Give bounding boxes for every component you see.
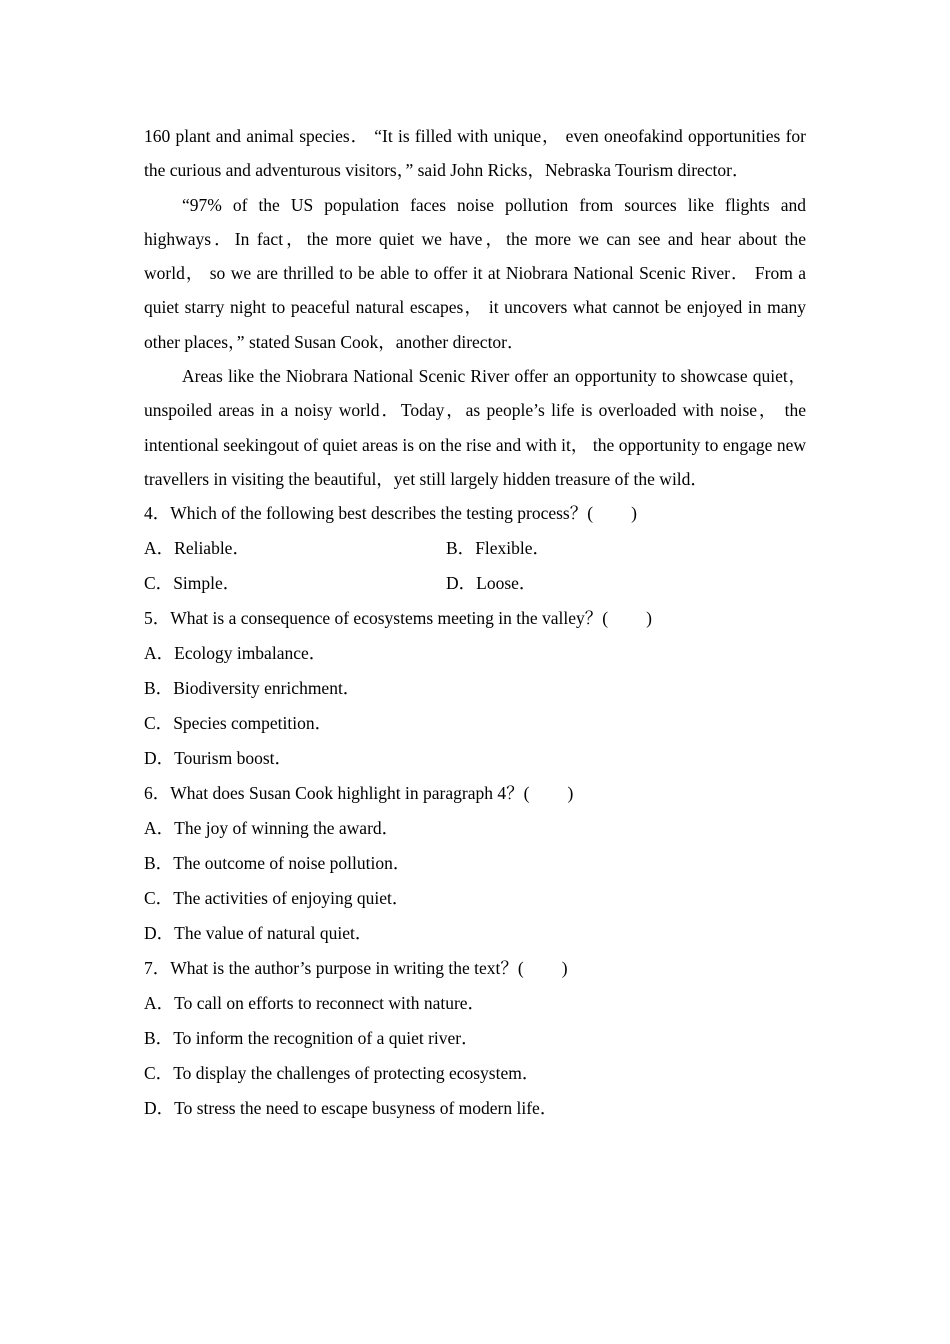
option-b[interactable]: [144, 1021, 806, 1056]
answer-blank-close: ): [631, 503, 637, 524]
option-label: D．: [446, 573, 477, 594]
option-text: To call on efforts to reconnect with nature．: [174, 993, 486, 1014]
option-label: B．: [144, 678, 174, 699]
option-c[interactable]: [144, 566, 446, 601]
option-label: A．: [144, 993, 175, 1014]
answer-blank-close: ): [567, 783, 574, 804]
option-label: B．: [446, 538, 476, 559]
question-text: What is the author’s purpose in writing the text？(: [170, 958, 524, 979]
option-text: Simple．: [173, 573, 241, 594]
option-b[interactable]: [144, 671, 806, 706]
passage: [144, 119, 806, 496]
option-d[interactable]: [446, 566, 748, 601]
option-text: Loose．: [476, 573, 537, 594]
option-label: D．: [144, 1098, 175, 1119]
option-label: C．: [144, 888, 174, 909]
option-text: Ecology imbalance．: [174, 643, 327, 664]
option-label: B．: [144, 1028, 174, 1049]
question-number: 4．: [144, 503, 171, 524]
option-text: Species competition．: [173, 713, 333, 734]
option-text: To inform the recognition of a quiet river．: [173, 1028, 479, 1049]
question-5: [144, 601, 806, 776]
option-text: To display the challenges of protecting ecosystem．: [173, 1063, 540, 1084]
answer-blank-close: ): [561, 958, 568, 979]
option-text: The joy of winning the award．: [174, 818, 400, 839]
question-text: What is a consequence of ecosystems meeting in the valley？(: [170, 608, 609, 629]
option-d[interactable]: [144, 916, 806, 951]
question-4: [144, 496, 806, 601]
question-stem: [144, 951, 806, 986]
option-a[interactable]: [144, 531, 446, 566]
option-b[interactable]: [144, 846, 806, 881]
question-number: 5．: [144, 608, 171, 629]
option-label: C．: [144, 1063, 174, 1084]
option-text: To stress the need to escape busyness of modern life．: [174, 1098, 558, 1119]
option-a[interactable]: [144, 811, 806, 846]
passage-paragraph: 160 plant and animal species． “It is filled with unique， even oneofakind opportunities for the curious and adventurous visitors，” said John Ricks，Nebraska Tourism director．: [144, 126, 806, 181]
option-c[interactable]: [144, 881, 806, 916]
question-6: [144, 776, 806, 951]
option-label: C．: [144, 713, 174, 734]
passage-paragraph: Areas like the Niobrara National Scenic River offer an opportunity to showcase quiet，unspoiled areas in a noisy world．Today，as people’s life is overloaded with noise， the intentional seekingout of quiet areas is on the rise and with it， the opportunity to engage new travellers in visiting the beautiful，yet still largely hidden treasure of the wild．: [144, 366, 806, 489]
question-stem: [144, 496, 806, 531]
option-text: The outcome of noise pollution．: [173, 853, 411, 874]
option-a[interactable]: [144, 986, 806, 1021]
option-label: D．: [144, 923, 175, 944]
question-number: 6．: [144, 783, 171, 804]
option-label: A．: [144, 643, 175, 664]
question-7: [144, 951, 806, 1126]
option-a[interactable]: [144, 636, 806, 671]
option-d[interactable]: [144, 741, 806, 776]
option-text: Tourism boost．: [174, 748, 293, 769]
answer-blank-close: ): [646, 608, 652, 629]
document-page: [144, 119, 806, 1126]
option-label: B．: [144, 853, 174, 874]
option-text: Reliable．: [174, 538, 250, 559]
question-text: What does Susan Cook highlight in paragraph 4？(: [170, 783, 530, 804]
option-d[interactable]: [144, 1091, 806, 1126]
option-text: Flexible．: [475, 538, 551, 559]
option-c[interactable]: [144, 706, 806, 741]
question-stem: [144, 601, 806, 636]
question-text: Which of the following best describes the testing process？(: [170, 503, 594, 524]
option-text: Biodiversity enrichment．: [173, 678, 361, 699]
option-label: D．: [144, 748, 175, 769]
option-b[interactable]: [446, 531, 748, 566]
option-label: A．: [144, 818, 175, 839]
option-text: The activities of enjoying quiet．: [173, 888, 410, 909]
question-stem: [144, 776, 806, 811]
option-label: C．: [144, 573, 174, 594]
option-c[interactable]: [144, 1056, 806, 1091]
option-text: The value of natural quiet．: [174, 923, 373, 944]
option-label: A．: [144, 538, 175, 559]
question-number: 7．: [144, 958, 171, 979]
passage-paragraph: “97% of the US population faces noise pollution from sources like flights and highways．In fact，the more quiet we have，the more we can see and hear about the world， so we are thrilled to be able to offer it at Niobrara National Scenic River． From a quiet starry night to peaceful natural escapes， it uncovers what cannot be enjoyed in many other places，” stated Susan Cook，another director．: [144, 194, 806, 352]
